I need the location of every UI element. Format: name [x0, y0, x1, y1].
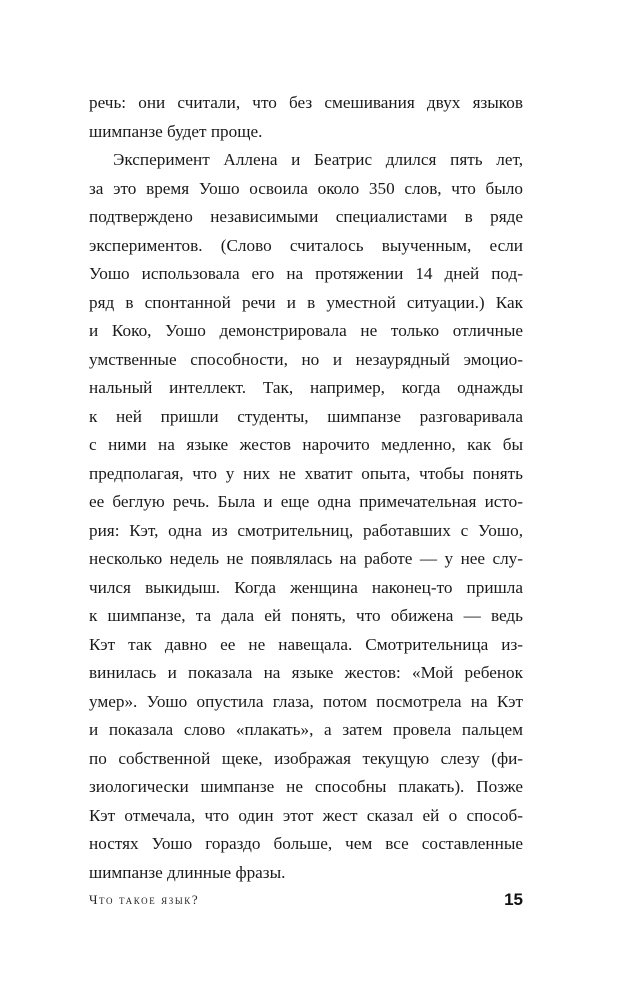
- text-line: чился выкидыш. Когда женщина наконец-то пришла: [89, 577, 523, 597]
- text-line: предполагая, что у них не хватит опыта, чтобы понять: [89, 463, 523, 483]
- text-line: ее беглую речь. Была и еще одна примечательная исто-: [89, 492, 523, 511]
- text-line: к шимпанзе, та дала ей понять, что обижена — ведь: [89, 606, 523, 625]
- text-line: нальный интеллект. Так, например, когда однажды: [89, 378, 523, 397]
- text-line: зиологически шимпанзе не способны плакать). Позже: [89, 777, 523, 796]
- text-line: несколько недель не появлялась на работе — у нее слу-: [89, 549, 523, 568]
- text-line: ностях Уошо гораздо больше, чем все составленные: [89, 834, 523, 853]
- text-line: к ней пришли студенты, шимпанзе разговаривала: [89, 406, 523, 426]
- text-line: винилась и показала на языке жестов: «Мой ребенок: [89, 663, 523, 682]
- text-line: Кэт отмечала, что один этот жест сказал ей о способ-: [89, 805, 523, 825]
- text-line: и Коко, Уошо демонстрировала не только отличные: [89, 321, 523, 340]
- running-title: Что такое язык?: [89, 892, 200, 907]
- text-line: рия: Кэт, одна из смотрительниц, работавших с Уошо,: [89, 520, 523, 540]
- text-line: умственные способности, но и незаурядный эмоцио-: [89, 349, 523, 369]
- paragraph-first-line: Эксперимент Аллена и Беатрис длился пять лет,: [113, 150, 523, 169]
- text-line: речь: они считали, что без смешивания двух языков: [89, 93, 523, 112]
- text-line: подтверждено независимыми специалистами в ряде: [89, 207, 523, 226]
- page-number: 15: [504, 890, 523, 909]
- text-line: с ними на языке жестов нарочито медленно, как бы: [89, 435, 523, 454]
- text-line: и показала слово «плакать», а затем провела пальцем: [89, 720, 523, 739]
- text-line: умер». Уошо опустила глаза, потом посмотрела на Кэт: [89, 691, 523, 711]
- page-footer: [89, 890, 523, 912]
- body-text: [89, 89, 523, 887]
- text-line: шимпанзе будет проще.: [89, 121, 263, 141]
- text-line: по собственной щеке, изображая текущую слезу (фи-: [89, 748, 523, 768]
- text-line: шимпанзе длинные фразы.: [89, 862, 286, 882]
- text-line: экспериментов. (Слово считалось выученным, если: [89, 235, 523, 255]
- text-line: ряд в спонтанной речи и в уместной ситуации.) Как: [89, 292, 523, 312]
- text-line: Кэт так давно ее не навещала. Смотрительница из-: [89, 634, 523, 654]
- text-line: за это время Уошо освоила около 350 слов, что было: [89, 178, 523, 198]
- text-line: Уошо использовала его на протяжении 14 дней под-: [89, 264, 523, 283]
